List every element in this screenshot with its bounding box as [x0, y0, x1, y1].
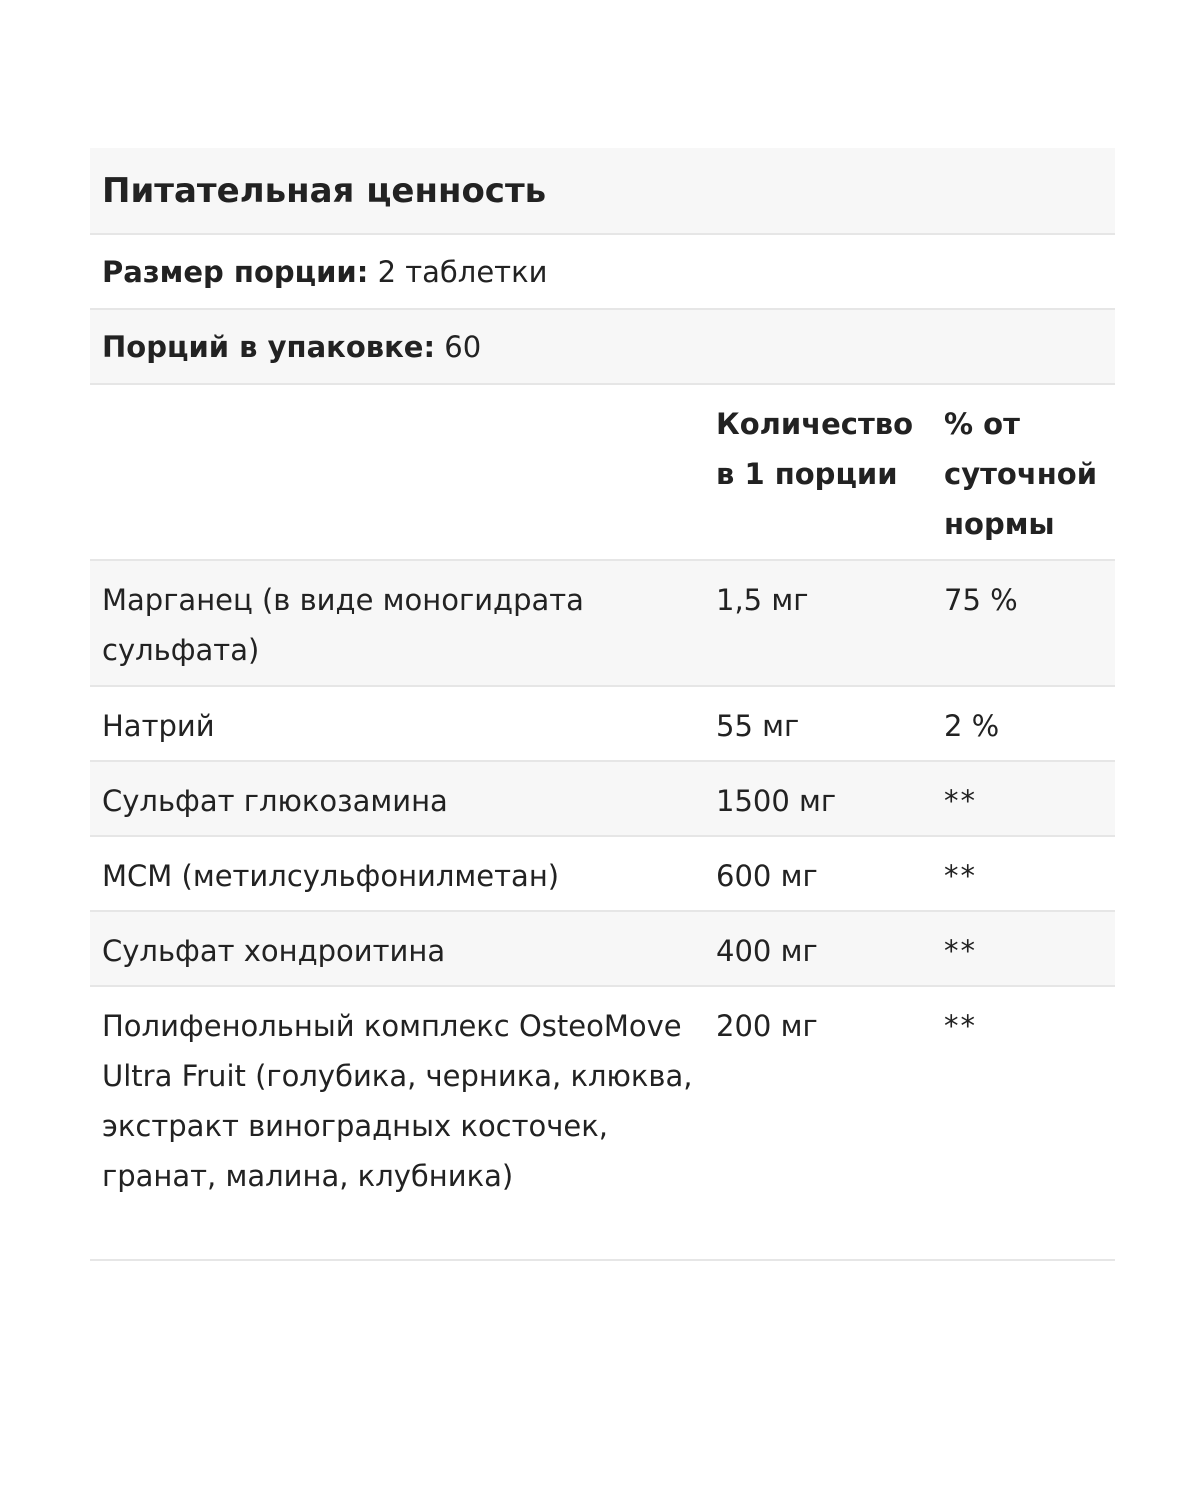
- nutrient-daily-value: **: [944, 934, 977, 968]
- serving-size-row: [90, 235, 1115, 310]
- nutrient-amount: 400 мг: [716, 934, 818, 968]
- table-row: [90, 837, 1115, 912]
- table-row: [90, 561, 1115, 687]
- nutrient-name: Полифенольный комплекс OsteoMove Ultra Fruit (голубика, черника, клюква, экстракт виноградных косточек, гранат, малина, клубника): [102, 1009, 693, 1193]
- servings-per-container-label: Порций в упаковке:: [102, 329, 436, 364]
- header-daily-value: % от суточной нормы: [944, 407, 1098, 541]
- title-row: [90, 148, 1115, 235]
- nutrient-daily-value: 75 %: [944, 583, 1018, 617]
- servings-per-container-row: [90, 310, 1115, 385]
- nutrient-daily-value: **: [944, 859, 977, 893]
- header-amount: Количество в 1 порции: [716, 407, 914, 491]
- nutrient-amount: 600 мг: [716, 859, 818, 893]
- table-row: [90, 687, 1115, 762]
- column-header-row: [90, 385, 1115, 561]
- nutrient-daily-value: **: [944, 1009, 977, 1043]
- nutrient-amount: 1500 мг: [716, 784, 837, 818]
- nutrient-name: МСМ (метилсульфонилметан): [102, 859, 560, 893]
- table-title: Питательная ценность: [102, 170, 547, 211]
- header-nutrient: [90, 399, 703, 559]
- serving-size-value: 2 таблетки: [377, 254, 548, 289]
- table-row: [90, 987, 1115, 1261]
- nutrient-amount: 1,5 мг: [716, 583, 809, 617]
- nutrient-name: Марганец (в виде моногидрата сульфата): [102, 583, 584, 667]
- nutrition-facts-table: [90, 148, 1115, 1261]
- table-row: [90, 762, 1115, 837]
- nutrient-name: Сульфат глюкозамина: [102, 784, 448, 818]
- nutrient-daily-value: **: [944, 784, 977, 818]
- nutrient-name: Сульфат хондроитина: [102, 934, 446, 968]
- serving-size-label: Размер порции:: [102, 254, 369, 289]
- table-row: [90, 912, 1115, 987]
- servings-per-container-value: 60: [444, 329, 482, 364]
- nutrient-name: Натрий: [102, 709, 215, 743]
- nutrient-daily-value: 2 %: [944, 709, 1000, 743]
- nutrient-amount: 55 мг: [716, 709, 800, 743]
- nutrient-amount: 200 мг: [716, 1009, 818, 1043]
